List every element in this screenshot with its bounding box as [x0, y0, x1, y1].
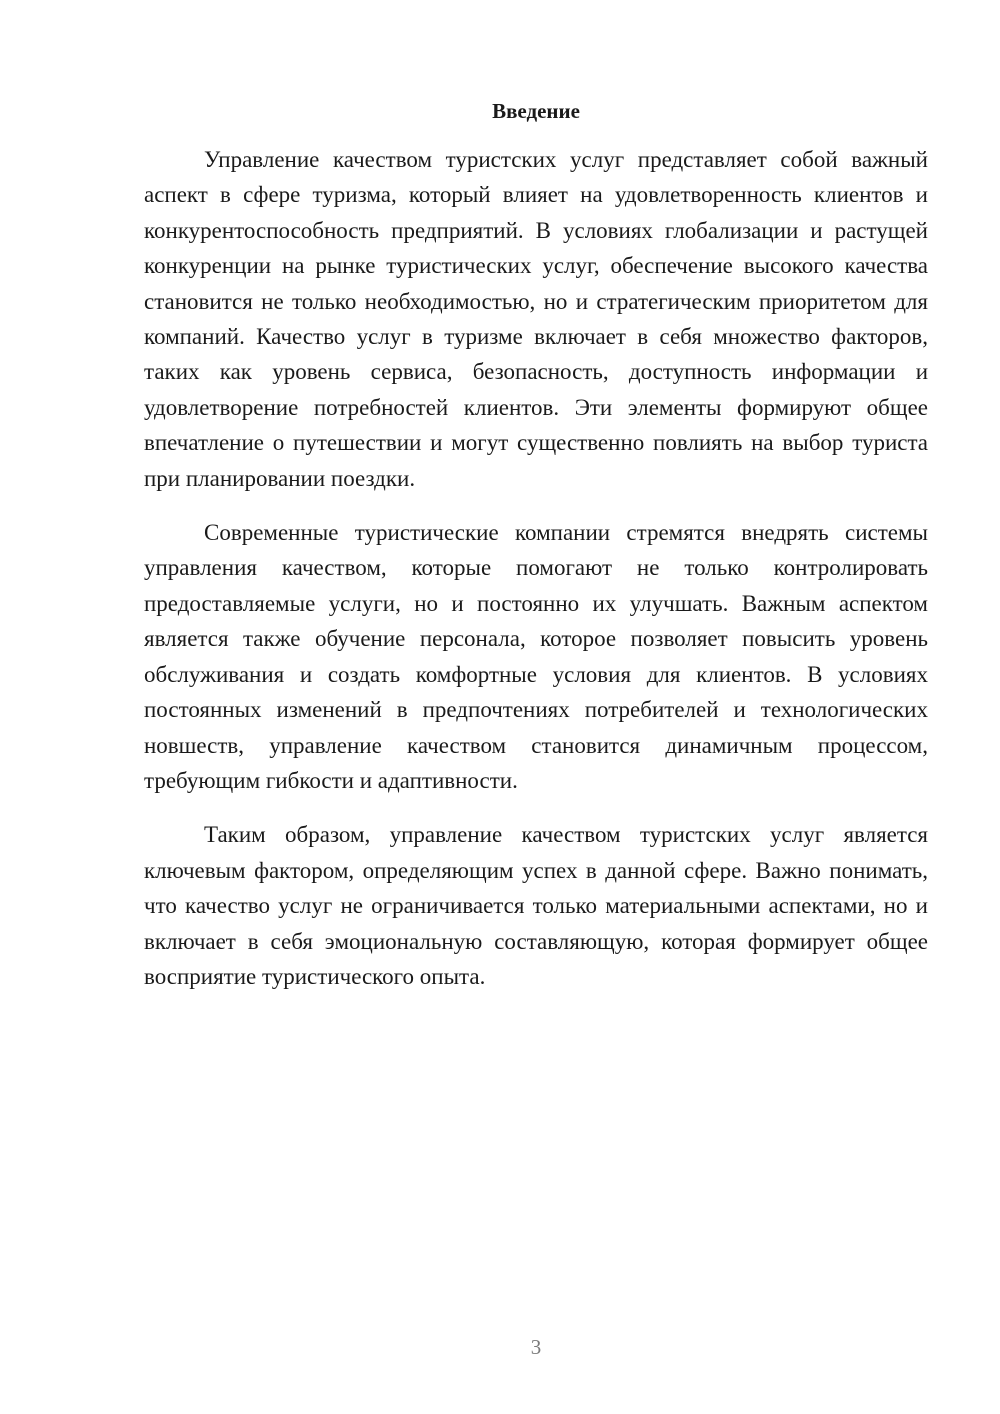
section-heading: Введение — [492, 99, 580, 123]
paragraph-1: Управление качеством туристских услуг представляет собой важный аспект в сфере туризма, который влияет на удовлетворенность клиентов и конкурентоспособность предприятий. В условиях глобализации и растущей конкуренции на рынке туристических услуг, обеспечение высокого качества становится не только необходимостью, но и стратегическим приоритетом для компаний. Качество услуг в туризме включает в себя множество факторов, таких как уровень сервиса, безопасность, доступность информации и удовлетворение потребностей клиентов. Эти элементы формируют общее впечатление о путешествии и могут существенно повлиять на выбор туриста при планировании поездки. — [144, 147, 928, 491]
paragraph-3: Таким образом, управление качеством туристских услуг является ключевым фактором, определяющим успех в данной сфере. Важно понимать, что качество услуг не ограничивается только материальными аспектами, но и включает в себя эмоциональную составляющую, которая формирует общее восприятие туристического опыта. — [144, 822, 928, 989]
paragraph-2: Современные туристические компании стремятся внедрять системы управления качеством, которые помогают не только контролировать предоставляемые услуги, но и постоянно их улучшать. Важным аспектом является также обучение персонала, которое позволяет повысить уровень обслуживания и создать комфортные условия для клиентов. В условиях постоянных изменений в предпочтениях потребителей и технологических новшеств, управление качеством становится динамичным процессом, требующим гибкости и адаптивности. — [144, 520, 928, 793]
page-number: 3 — [530, 1335, 542, 1359]
body-text — [144, 142, 928, 1013]
